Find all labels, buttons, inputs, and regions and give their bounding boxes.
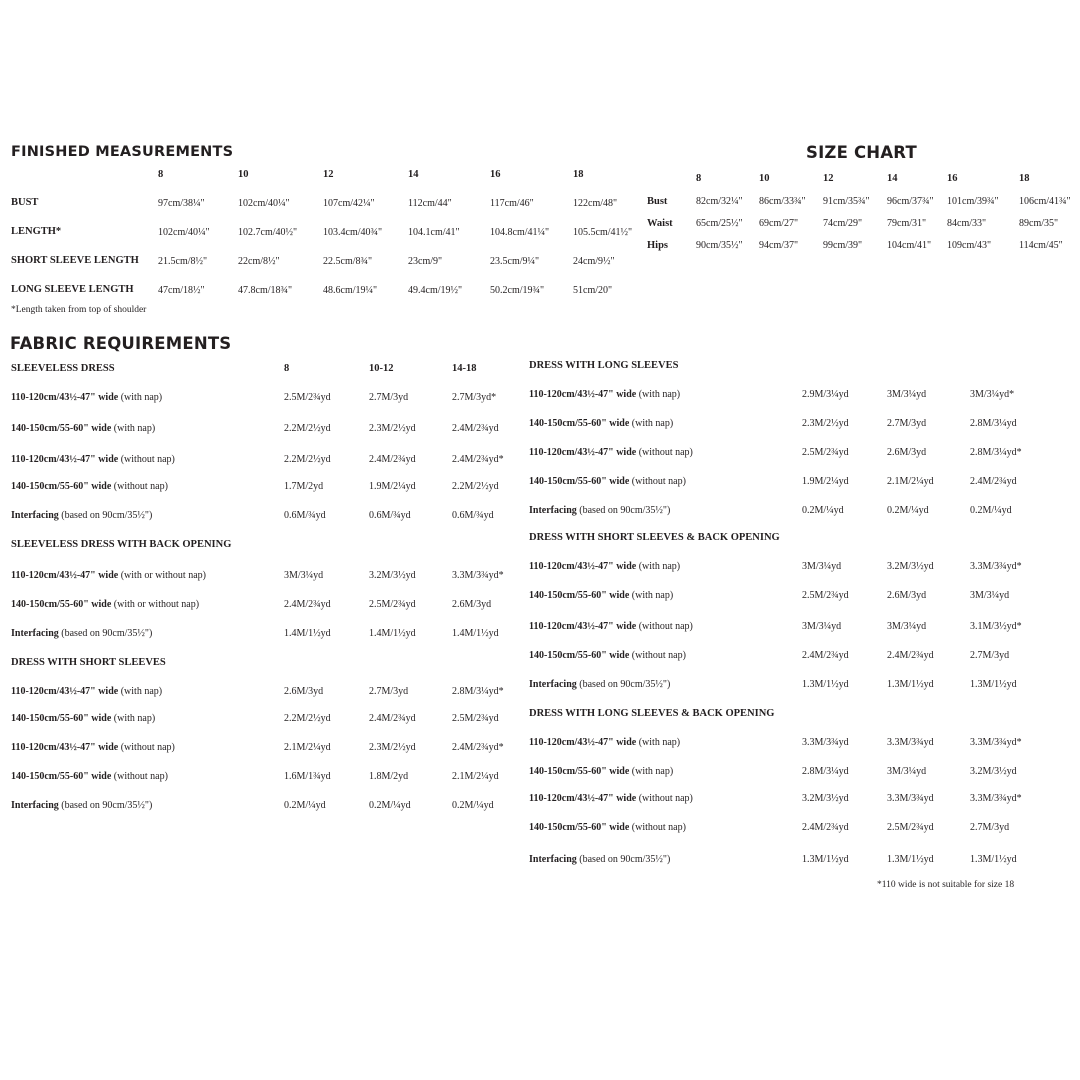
fabric-width-label: 110-120cm/43½-47" wide — [11, 392, 119, 403]
fabric-cell: 3.2M/3½yd — [369, 570, 416, 581]
fabric-col-header: 14-18 — [452, 363, 477, 374]
fm-cell: 49.4cm/19½" — [408, 285, 463, 296]
fm-size-header: 12 — [323, 169, 334, 180]
fabric-cell: 1.6M/1¾yd — [284, 771, 331, 782]
fabric-row-label — [529, 822, 686, 833]
fabric-cell: 1.7M/2yd — [284, 481, 324, 492]
fabric-cell: 1.4M/1½yd — [369, 628, 416, 639]
sc-cell: 82cm/32¼" — [696, 196, 743, 207]
fm-cell: 22cm/8½" — [238, 256, 280, 267]
sc-cell: 106cm/41¾" — [1019, 196, 1071, 207]
fabric-cell: 1.3M/1½yd — [887, 679, 934, 690]
fabric-row-label — [11, 481, 168, 492]
fabric-cell: 2.5M/2¾yd — [284, 392, 331, 403]
fm-cell: 50.2cm/19¾" — [490, 285, 545, 296]
fabric-cell: 3M/3¼yd — [887, 389, 927, 400]
fm-cell: 48.6cm/19¼" — [323, 285, 378, 296]
fm-cell: 117cm/46" — [490, 198, 534, 209]
fabric-row-label — [11, 800, 152, 811]
fabric-nap-label: (based on 90cm/35½") — [576, 505, 671, 516]
sc-cell: 86cm/33¾" — [759, 196, 806, 207]
fabric-cell: 2.2M/2½yd — [284, 423, 331, 434]
fabric-cell: 1.4M/1½yd — [452, 628, 499, 639]
fm-size-header: 18 — [573, 169, 584, 180]
fm-footnote: *Length taken from top of shoulder — [11, 305, 147, 315]
fabric-cell: 2.6M/3yd — [284, 686, 324, 697]
fabric-col-header: 8 — [284, 363, 290, 374]
fabric-cell: 2.6M/3yd — [452, 599, 492, 610]
fm-row-label: LENGTH* — [11, 226, 62, 237]
fabric-width-label: 110-120cm/43½-47" wide — [11, 570, 119, 581]
sc-size-header: 18 — [1019, 173, 1030, 184]
sc-cell: 90cm/35½" — [696, 240, 743, 251]
fm-row-label: BUST — [11, 197, 39, 208]
fabric-cell: 1.9M/2¼yd — [369, 481, 416, 492]
fabric-cell: 2.4M/2¾yd — [452, 423, 499, 434]
fabric-width-label: 110-120cm/43½-47" wide — [529, 389, 637, 400]
fabric-cell: 2.7M/3yd — [970, 650, 1010, 661]
fabric-cell: 0.2M/¼yd — [284, 800, 326, 811]
fabric-cell: 3.3M/3¾yd — [802, 737, 849, 748]
fabric-width-label: 140-150cm/55-60" wide — [529, 822, 630, 833]
fabric-cell: 2.2M/2½yd — [284, 713, 331, 724]
fabric-cell: 3.3M/3¾yd* — [452, 570, 504, 581]
fabric-nap-label: (with or without nap) — [111, 599, 200, 610]
fabric-nap-label: (based on 90cm/35½") — [576, 854, 671, 865]
fabric-width-label: 140-150cm/55-60" wide — [529, 590, 630, 601]
fabric-nap-label: (without nap) — [118, 454, 175, 465]
sc-cell: 114cm/45" — [1019, 240, 1063, 251]
fm-cell: 22.5cm/8¾" — [323, 256, 373, 267]
fabric-row-label — [11, 771, 168, 782]
sc-cell: 99cm/39" — [823, 240, 863, 251]
fabric-row-label — [11, 628, 152, 639]
fabric-cell: 1.8M/2yd — [369, 771, 409, 782]
fabric-nap-label: (without nap) — [636, 621, 693, 632]
fabric-cell: 2.2M/2½yd — [452, 481, 499, 492]
fabric-nap-label: (with or without nap) — [118, 570, 206, 581]
fabric-cell: 2.5M/2¾yd — [452, 713, 499, 724]
fabric-row-label — [529, 389, 680, 400]
fabric-width-label: Interfacing — [11, 510, 59, 521]
fabric-nap-label: (based on 90cm/35½") — [58, 628, 153, 639]
sc-cell: 74cm/29" — [823, 218, 863, 229]
fabric-row-label — [529, 793, 693, 804]
fm-cell: 122cm/48" — [573, 198, 618, 209]
fabric-cell: 3.2M/3½yd — [970, 766, 1017, 777]
fm-cell: 21.5cm/8½" — [158, 256, 208, 267]
fabric-group-heading: DRESS WITH SHORT SLEEVES — [11, 657, 166, 668]
fabric-cell: 2.7M/3yd* — [452, 392, 497, 403]
fm-cell: 51cm/20" — [573, 285, 613, 296]
fabric-width-label: 140-150cm/55-60" wide — [11, 771, 112, 782]
fabric-row-label — [11, 686, 162, 697]
fm-cell: 102.7cm/40½" — [238, 227, 298, 238]
fm-size-header: 16 — [490, 169, 501, 180]
fabric-cell: 2.8M/3¼yd — [970, 418, 1017, 429]
fabric-cell: 0.6M/¾yd — [452, 510, 494, 521]
fabric-cell: 1.9M/2¼yd — [802, 476, 849, 487]
fabric-row-label — [11, 713, 155, 724]
fabric-cell: 2.2M/2½yd — [284, 454, 331, 465]
fabric-cell: 2.4M/2¾yd — [369, 454, 416, 465]
fabric-cell: 2.4M/2¾yd — [970, 476, 1017, 487]
sc-cell: 79cm/31" — [887, 218, 927, 229]
fabric-nap-label: (with nap) — [636, 737, 681, 748]
fabric-width-label: Interfacing — [11, 628, 59, 639]
fabric-row-label — [11, 510, 152, 521]
fabric-cell: 0.6M/¾yd — [284, 510, 326, 521]
fabric-cell: 2.4M/2¾yd — [802, 822, 849, 833]
fabric-cell: 2.7M/3yd — [369, 392, 409, 403]
fabric-nap-label: (with nap) — [111, 423, 156, 434]
fabric-cell: 1.4M/1½yd — [284, 628, 331, 639]
fabric-nap-label: (without nap) — [111, 771, 168, 782]
fabric-cell: 3.3M/3¾yd — [887, 737, 934, 748]
fabric-group-heading: DRESS WITH SHORT SLEEVES & BACK OPENING — [529, 532, 780, 543]
fabric-row-label — [529, 447, 693, 458]
fabric-row-label — [529, 590, 673, 601]
fabric-nap-label: (with nap) — [111, 713, 156, 724]
fabric-row-label — [529, 650, 686, 661]
fabric-row-label — [529, 679, 670, 690]
fabric-width-label: 140-150cm/55-60" wide — [529, 650, 630, 661]
fabric-row-label — [529, 621, 693, 632]
fabric-cell: 2.5M/2¾yd — [802, 590, 849, 601]
sc-row-label: Bust — [647, 196, 668, 207]
sc-cell: 69cm/27" — [759, 218, 799, 229]
fm-cell: 102cm/40¼" — [158, 227, 210, 238]
fabric-width-label: 110-120cm/43½-47" wide — [529, 621, 637, 632]
fabric-width-label: Interfacing — [529, 679, 577, 690]
fabric-row-label — [529, 418, 673, 429]
fm-cell: 112cm/44" — [408, 198, 452, 209]
fabric-nap-label: (without nap) — [629, 650, 686, 661]
fabric-cell: 3M/3¼yd — [887, 766, 927, 777]
fm-cell: 104.1cm/41" — [408, 227, 460, 238]
fm-cell: 102cm/40¼" — [238, 198, 290, 209]
fabric-width-label: 140-150cm/55-60" wide — [11, 481, 112, 492]
fabric-cell: 3M/3¼yd — [284, 570, 324, 581]
fabric-cell: 2.9M/3¼yd — [802, 389, 849, 400]
sc-size-header: 10 — [759, 173, 770, 184]
fabric-cell: 0.2M/¼yd — [887, 505, 929, 516]
fabric-cell: 2.8M/3¼yd* — [970, 447, 1022, 458]
fm-cell: 97cm/38¼" — [158, 198, 205, 209]
fabric-cell: 3M/3¼yd — [802, 561, 842, 572]
fabric-cell: 3.3M/3¾yd* — [970, 737, 1022, 748]
fabric-cell: 3.1M/3½yd* — [970, 621, 1022, 632]
fm-cell: 23.5cm/9¼" — [490, 256, 540, 267]
fabric-nap-label: (with nap) — [629, 590, 674, 601]
fabric-row-label — [529, 766, 673, 777]
fabric-cell: 2.1M/2¼yd — [284, 742, 331, 753]
fabric-cell: 2.1M/2¼yd — [887, 476, 934, 487]
fabric-cell: 0.2M/¼yd — [452, 800, 494, 811]
fabric-group-heading: SLEEVELESS DRESS — [11, 363, 115, 374]
fm-row-label: SHORT SLEEVE LENGTH — [11, 255, 139, 266]
fabric-cell: 1.3M/1½yd — [802, 679, 849, 690]
sc-size-header: 16 — [947, 173, 958, 184]
fm-size-header: 10 — [238, 169, 249, 180]
fabric-row-label — [529, 505, 670, 516]
fabric-cell: 2.5M/2¾yd — [887, 822, 934, 833]
fabric-cell: 2.4M/2¾yd — [284, 599, 331, 610]
fabric-row-label — [529, 854, 670, 865]
sc-cell: 84cm/33" — [947, 218, 987, 229]
fabric-nap-label: (with nap) — [629, 766, 674, 777]
sc-size-header: 14 — [887, 173, 898, 184]
fabric-row-label — [11, 392, 162, 403]
fabric-width-label: 110-120cm/43½-47" wide — [11, 686, 119, 697]
sc-row-label: Hips — [647, 240, 669, 251]
fm-cell: 24cm/9½" — [573, 256, 615, 267]
fm-cell: 107cm/42¼" — [323, 198, 375, 209]
fabric-width-label: Interfacing — [11, 800, 59, 811]
fabric-nap-label: (with nap) — [629, 418, 674, 429]
fabric-cell: 2.8M/3¼yd — [802, 766, 849, 777]
fabric-group-heading: SLEEVELESS DRESS WITH BACK OPENING — [11, 539, 232, 550]
fabric-group-heading: DRESS WITH LONG SLEEVES & BACK OPENING — [529, 708, 775, 719]
fm-cell: 103.4cm/40¾" — [323, 227, 383, 238]
sc-cell: 91cm/35¾" — [823, 196, 870, 207]
sc-cell: 89cm/35" — [1019, 218, 1059, 229]
fabric-width-label: 140-150cm/55-60" wide — [11, 599, 112, 610]
fm-cell: 47.8cm/18¾" — [238, 285, 293, 296]
fabric-cell: 1.3M/1½yd — [802, 854, 849, 865]
fabric-width-label: Interfacing — [529, 854, 577, 865]
fabric-width-label: 140-150cm/55-60" wide — [11, 423, 112, 434]
finished-measurements-title: FINISHED MEASUREMENTS — [11, 144, 234, 160]
fabric-cell: 2.8M/3¼yd* — [452, 686, 504, 697]
fabric-cell: 2.6M/3yd — [887, 590, 927, 601]
fabric-cell: 2.5M/2¾yd — [369, 599, 416, 610]
sc-cell: 104cm/41" — [887, 240, 932, 251]
fabric-width-label: 140-150cm/55-60" wide — [529, 476, 630, 487]
fabric-cell: 1.3M/1½yd — [887, 854, 934, 865]
fabric-nap-label: (based on 90cm/35½") — [58, 510, 153, 521]
fabric-nap-label: (based on 90cm/35½") — [576, 679, 671, 690]
sc-cell: 96cm/37¾" — [887, 196, 934, 207]
fabric-cell: 1.3M/1½yd — [970, 679, 1017, 690]
fabric-cell: 2.4M/2¾yd — [802, 650, 849, 661]
fabric-cell: 2.3M/2½yd — [369, 742, 416, 753]
fabric-cell: 0.2M/¼yd — [802, 505, 844, 516]
fabric-cell: 0.2M/¼yd — [970, 505, 1012, 516]
fabric-row-label — [11, 599, 199, 610]
fabric-row-label — [529, 737, 680, 748]
sc-row-label: Waist — [647, 218, 673, 229]
fabric-row-label — [11, 423, 155, 434]
fabric-nap-label: (based on 90cm/35½") — [58, 800, 153, 811]
fabric-cell: 2.4M/2¾yd* — [452, 742, 504, 753]
fabric-nap-label: (without nap) — [629, 476, 686, 487]
fabric-cell: 2.3M/2½yd — [802, 418, 849, 429]
fm-cell: 105.5cm/41½" — [573, 227, 633, 238]
fm-cell: 47cm/18½" — [158, 285, 205, 296]
sc-cell: 65cm/25½" — [696, 218, 743, 229]
fabric-cell: 3.3M/3¾yd* — [970, 561, 1022, 572]
fabric-cell: 2.7M/3yd — [887, 418, 927, 429]
fabric-cell: 2.3M/2½yd — [369, 423, 416, 434]
fabric-width-label: 110-120cm/43½-47" wide — [11, 742, 119, 753]
fabric-cell: 3M/3¼yd — [970, 590, 1010, 601]
fabric-width-label: 140-150cm/55-60" wide — [11, 713, 112, 724]
fabric-cell: 3M/3¼yd — [802, 621, 842, 632]
fabric-nap-label: (without nap) — [636, 793, 693, 804]
fabric-cell: 0.6M/¾yd — [369, 510, 411, 521]
fabric-row-label — [529, 561, 680, 572]
fabric-width-label: Interfacing — [529, 505, 577, 516]
fabric-cell: 3M/3¼yd — [887, 621, 927, 632]
fabric-nap-label: (with nap) — [636, 389, 681, 400]
fabric-cell: 2.5M/2¾yd — [802, 447, 849, 458]
fabric-cell: 2.7M/3yd — [970, 822, 1010, 833]
fm-row-label: LONG SLEEVE LENGTH — [11, 284, 134, 295]
fabric-cell: 2.1M/2¼yd — [452, 771, 499, 782]
size-chart-title: SIZE CHART — [806, 143, 917, 162]
fabric-row-label — [11, 570, 206, 581]
fabric-nap-label: (without nap) — [629, 822, 686, 833]
fabric-nap-label: (without nap) — [118, 742, 175, 753]
fabric-row-label — [11, 742, 175, 753]
fm-cell: 104.8cm/41¼" — [490, 227, 550, 238]
fabric-nap-label: (with nap) — [636, 561, 681, 572]
fabric-footnote: *110 wide is not suitable for size 18 — [877, 880, 1015, 890]
fabric-width-label: 110-120cm/43½-47" wide — [529, 447, 637, 458]
sc-cell: 101cm/39¾" — [947, 196, 999, 207]
fm-size-header: 14 — [408, 169, 419, 180]
sc-cell: 94cm/37" — [759, 240, 799, 251]
fabric-cell: 2.4M/2¾yd — [369, 713, 416, 724]
fabric-row-label — [11, 454, 175, 465]
fm-cell: 23cm/9" — [408, 256, 443, 267]
fabric-width-label: 110-120cm/43½-47" wide — [529, 793, 637, 804]
fm-size-header: 8 — [158, 169, 164, 180]
fabric-cell: 3.2M/3½yd — [802, 793, 849, 804]
fabric-cell: 2.7M/3yd — [369, 686, 409, 697]
sc-cell: 109cm/43" — [947, 240, 992, 251]
fabric-cell: 2.4M/2¾yd — [887, 650, 934, 661]
fabric-width-label: 110-120cm/43½-47" wide — [529, 737, 637, 748]
fabric-width-label: 110-120cm/43½-47" wide — [529, 561, 637, 572]
fabric-cell: 3M/3¼yd* — [970, 389, 1015, 400]
fabric-cell: 0.2M/¼yd — [369, 800, 411, 811]
fabric-width-label: 140-150cm/55-60" wide — [529, 766, 630, 777]
fabric-nap-label: (with nap) — [118, 392, 163, 403]
fabric-cell: 2.6M/3yd — [887, 447, 927, 458]
fabric-nap-label: (with nap) — [118, 686, 163, 697]
sc-size-header: 8 — [696, 173, 702, 184]
fabric-col-header: 10-12 — [369, 363, 394, 374]
fabric-nap-label: (without nap) — [636, 447, 693, 458]
fabric-cell: 3.2M/3½yd — [887, 561, 934, 572]
fabric-cell: 3.3M/3¾yd — [887, 793, 934, 804]
fabric-cell: 2.4M/2¾yd* — [452, 454, 504, 465]
fabric-requirements-title: FABRIC REQUIREMENTS — [10, 334, 232, 353]
fabric-cell: 1.3M/1½yd — [970, 854, 1017, 865]
sc-size-header: 12 — [823, 173, 834, 184]
fabric-nap-label: (without nap) — [111, 481, 168, 492]
fabric-row-label — [529, 476, 686, 487]
fabric-width-label: 110-120cm/43½-47" wide — [11, 454, 119, 465]
fabric-width-label: 140-150cm/55-60" wide — [529, 418, 630, 429]
fabric-group-heading: DRESS WITH LONG SLEEVES — [529, 360, 679, 371]
fabric-cell: 3.3M/3¾yd* — [970, 793, 1022, 804]
